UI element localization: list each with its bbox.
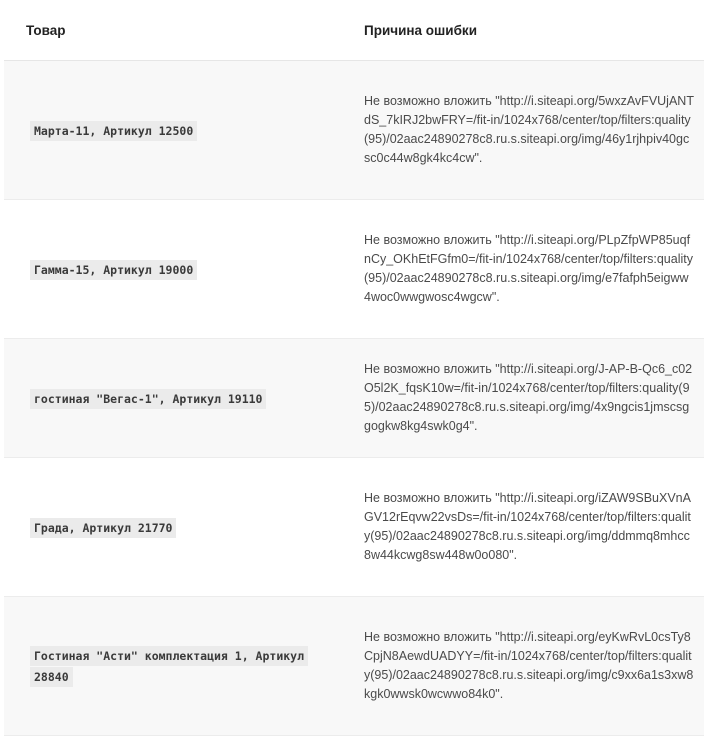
product-code: Марта-11, Артикул 12500 [30, 121, 197, 141]
product-code: Гамма-15, Артикул 19000 [30, 260, 197, 280]
reason-cell: Не возможно вложить "http://i.siteapi.org/5wxzAvFVUjANTdS_7kIRJ2bwFRY=/fit-in/1024x768/center/top/filters:quality(95)/02aac24890278c8.ru.s.siteapi.org/img/46y1rjhpiv40gcsc0c44w8gk4kc4cw". [364, 94, 694, 165]
reason-cell: Не возможно вложить "http://i.siteapi.org/J-AP-B-Qc6_c02O5l2K_fqsK10w=/fit-in/1024x768/center/top/filters:quality(95)/02aac24890278c8.ru.s.siteapi.org/img/4x9ngcis1jmscsggogkw8kg4swk0g4". [364, 362, 693, 433]
product-cell [4, 259, 364, 280]
product-cell [4, 120, 364, 141]
reason-cell: Не возможно вложить "http://i.siteapi.org/eyKwRvL0csTy8CpjN8AewdUADYY=/fit-in/1024x768/center/top/filters:quality(95)/02aac24890278c8.ru.s.siteapi.org/img/c9xx6a1s3xw8kgk0wwsk0wcwwo84k0". [364, 630, 694, 701]
table-row [4, 61, 704, 200]
reason-cell: Не возможно вложить "http://i.siteapi.org/iZAW9SBuXVnAGV12rEqvw22vsDs=/fit-in/1024x768/center/top/filters:quality(95)/02aac24890278c8.ru.s.siteapi.org/img/ddmmq8mhcc8w44kcwg8sw448w0o080". [364, 491, 691, 562]
product-code: гостиная "Вегас-1", Артикул 19110 [30, 389, 266, 409]
table-header [4, 0, 704, 61]
reason-cell: Не возможно вложить "http://i.siteapi.org/PLpZfpWP85uqfnCy_OKhEtFGfm0=/fit-in/1024x768/center/top/filters:quality(95)/02aac24890278c8.ru.s.siteapi.org/img/e7fafph5eigww4woc0wwgwosc4wgcw". [364, 233, 693, 304]
table-row [4, 200, 704, 339]
product-code: Града, Артикул 21770 [30, 518, 176, 538]
error-table [4, 0, 704, 736]
product-cell [4, 517, 364, 538]
product-cell [4, 388, 364, 409]
header-product: Товар [26, 22, 66, 38]
product-code: Гостиная "Асти" комплектация 1, Артикул 28840 [30, 646, 308, 687]
table-row [4, 597, 704, 736]
header-reason: Причина ошибки [364, 22, 477, 38]
table-row [4, 339, 704, 458]
table-row [4, 458, 704, 597]
product-cell [4, 645, 364, 687]
